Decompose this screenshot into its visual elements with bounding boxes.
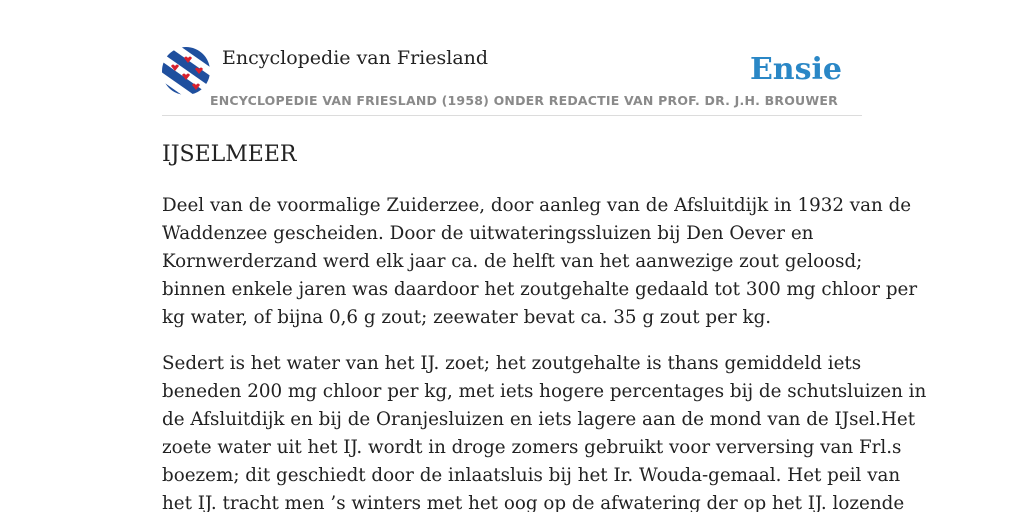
brand-logo[interactable]: Ensie [749, 52, 842, 87]
paragraph-line: binnen enkele jaren was daardoor het zoutgehalte gedaald tot 300 mg chloor per [162, 279, 918, 300]
header-divider [162, 115, 862, 116]
paragraph-line: Waddenzee gescheiden. Door de uitwateringssluizen bij Den Oever en [162, 223, 814, 244]
paragraph-line: Sedert is het water van het IJ. zoet; het zoutgehalte is thans gemiddeld iets [162, 353, 862, 374]
article-body [162, 192, 927, 512]
paragraph-line: boezem; dit geschiedt door de inlaatsluis bij het Ir. Wouda-gemaal. Het peil van [162, 465, 901, 486]
paragraph-line: kg water, of bijna 0,6 g zout; zeewater bevat ca. 35 g zout per kg. [162, 307, 772, 328]
article-paragraph [162, 192, 918, 332]
source-subtitle: ENCYCLOPEDIE VAN FRIESLAND (1958) ONDER REDACTIE VAN PROF. DR. J.H. BROUWER [210, 93, 838, 108]
paragraph-line: zoete water uit het IJ. wordt in droge zomers gebruikt voor verversing van Frl.s [162, 437, 902, 458]
paragraph-line: het IJ. tracht men ’s winters met het oog op de afwatering der op het IJ. lozende [162, 493, 905, 512]
paragraph-line: Kornwerderzand werd elk jaar ca. de helft van het aanwezige zout geloosd; [162, 251, 863, 272]
frisian-flag-logo-svg [162, 47, 210, 95]
article-paragraph [162, 350, 927, 512]
article-headword: IJSELMEER [162, 142, 297, 167]
paragraph-line: Deel van de voormalige Zuiderzee, door aanleg van de Afsluitdijk in 1932 van de [162, 195, 912, 216]
paragraph-line: de Afsluitdijk en bij de Oranjesluizen en iets lagere aan de mond van de IJsel.Het [162, 409, 916, 430]
source-title[interactable]: Encyclopedie van Friesland [222, 47, 489, 69]
paragraph-line: beneden 200 mg chloor per kg, met iets hogere percentages bij de schutsluizen in [162, 381, 927, 402]
frisian-flag-logo-icon[interactable] [162, 47, 210, 95]
